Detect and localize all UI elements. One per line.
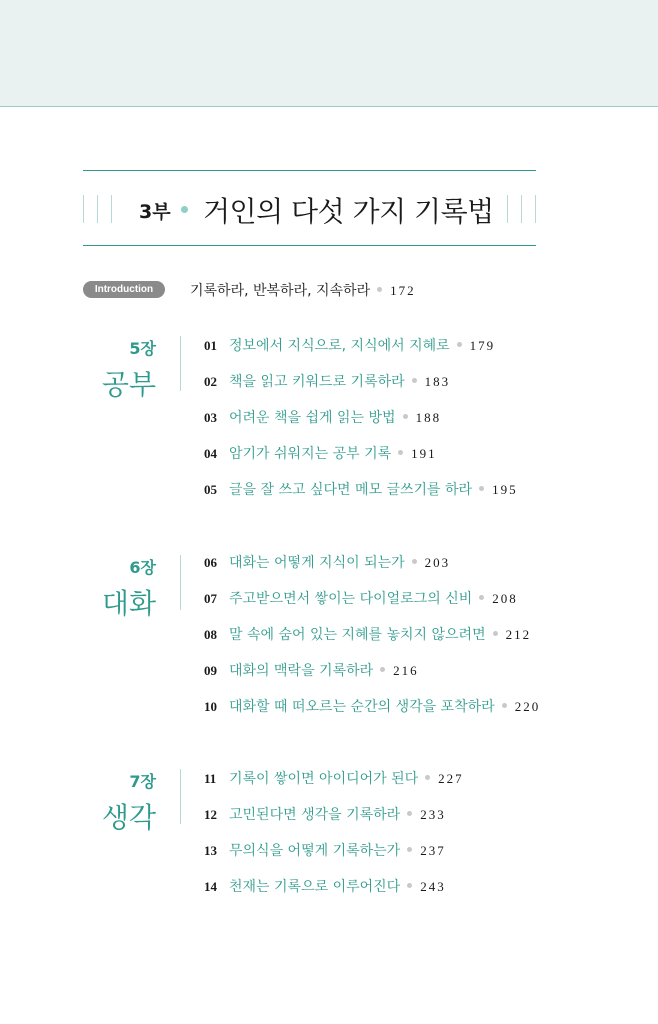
entry-number: 14 [204, 879, 217, 894]
separator-dot-icon [403, 414, 408, 419]
entry-number: 01 [204, 338, 217, 353]
entry-page: 216 [393, 663, 419, 678]
chapter-number: 5장 [129, 339, 156, 358]
part-dot-icon [181, 206, 188, 213]
chapter-divider [180, 336, 181, 391]
toc-entry[interactable] [204, 876, 446, 896]
entry-title: 말 속에 숨어 있는 지혜를 놓치지 않으려면 [229, 627, 486, 643]
chapter-label [102, 555, 156, 622]
entry-number: 02 [204, 374, 217, 389]
entry-title: 정보에서 지식으로, 지식에서 지혜로 [229, 338, 450, 354]
entry-page: 227 [438, 771, 464, 786]
toc-entry[interactable] [204, 660, 419, 680]
entry-title: 대화의 맥락을 기록하라 [229, 663, 374, 679]
entry-number: 12 [204, 807, 217, 822]
toc-entry[interactable] [204, 840, 446, 860]
chapter-name: 대화 [101, 587, 156, 620]
separator-dot-icon [412, 378, 417, 383]
chapter-divider [180, 769, 181, 824]
separator-dot-icon [502, 703, 507, 708]
part-number: 3부 [139, 201, 171, 223]
entry-page: 195 [492, 482, 518, 497]
toc-entry[interactable] [204, 443, 437, 463]
chapter-label [102, 336, 156, 403]
part-header [83, 170, 536, 246]
separator-dot-icon [479, 595, 484, 600]
separator-dot-icon [380, 667, 385, 672]
introduction-badge: Introduction [83, 281, 165, 298]
top-band [0, 0, 658, 107]
entry-page: 212 [505, 627, 532, 642]
entry-title: 대화는 어떻게 지식이 되는가 [229, 555, 405, 571]
entry-number: 11 [204, 771, 217, 786]
entry-number: 04 [204, 446, 217, 461]
entry-title: 고민된다면 생각을 기록하라 [229, 807, 401, 823]
toc-entry[interactable] [204, 768, 464, 788]
entry-title: 어려운 책을 쉽게 읽는 방법 [229, 410, 396, 426]
chapter-name: 생각 [101, 801, 156, 834]
entry-page: 237 [420, 843, 446, 858]
chapter-number: 6장 [129, 558, 156, 577]
entry-number: 03 [204, 410, 217, 425]
entry-title: 주고받으면서 쌓이는 다이얼로그의 신비 [229, 591, 473, 607]
separator-dot-icon [407, 847, 412, 852]
separator-dot-icon [493, 631, 498, 636]
chapter-divider [180, 555, 181, 610]
entry-title: 기록이 쌓이면 아이디어가 된다 [229, 771, 419, 787]
separator-dot-icon [407, 811, 412, 816]
separator-dot-icon [407, 883, 412, 888]
entry-number: 09 [204, 663, 217, 678]
entry-page: 203 [424, 555, 451, 570]
separator-dot-icon [377, 287, 382, 292]
entry-page: 188 [415, 410, 442, 425]
toc-entry[interactable] [204, 588, 518, 608]
chapter-name: 공부 [101, 368, 156, 401]
entry-page: 179 [469, 338, 496, 353]
entry-number: 06 [204, 555, 217, 570]
entry-page: 183 [424, 374, 451, 389]
toc-entry[interactable] [204, 804, 446, 824]
separator-dot-icon [412, 559, 417, 564]
entry-page: 208 [492, 591, 518, 606]
entry-page: 191 [411, 446, 437, 461]
separator-dot-icon [425, 775, 430, 780]
separator-dot-icon [479, 486, 484, 491]
entry-title: 대화할 때 떠오르는 순간의 생각을 포착하라 [229, 699, 495, 715]
separator-dot-icon [398, 450, 403, 455]
entry-title: 글을 잘 쓰고 싶다면 메모 글쓰기를 하라 [229, 482, 473, 498]
introduction-title: 기록하라, 반복하라, 지속하라 [190, 283, 371, 299]
toc-entry[interactable] [204, 479, 518, 499]
separator-dot-icon [457, 342, 462, 347]
toc-entry[interactable] [204, 407, 441, 427]
entry-title: 무의식을 어떻게 기록하는가 [229, 843, 401, 859]
introduction-page: 172 [390, 283, 416, 298]
toc-entry[interactable] [204, 696, 540, 716]
entry-title: 책을 읽고 키워드로 기록하라 [229, 374, 405, 390]
introduction-entry[interactable] [190, 280, 416, 300]
entry-number: 07 [204, 591, 217, 606]
toc-entry[interactable] [204, 552, 450, 572]
chapter-label [102, 769, 156, 836]
entry-number: 05 [204, 482, 217, 497]
toc-entry[interactable] [204, 371, 450, 391]
entry-number: 13 [204, 843, 217, 858]
entry-number: 10 [204, 699, 217, 714]
part-title: 거인의 다섯 가지 기록법 [203, 195, 494, 228]
toc-entry[interactable] [204, 335, 495, 355]
toc-entry[interactable] [204, 624, 531, 644]
entry-number: 08 [204, 627, 217, 642]
entry-page: 220 [514, 699, 541, 714]
entry-title: 천재는 기록으로 이루어진다 [229, 879, 401, 895]
entry-title: 암기가 쉬워지는 공부 기록 [229, 446, 392, 462]
chapter-number: 7장 [129, 772, 156, 791]
entry-page: 233 [420, 807, 446, 822]
entry-page: 243 [420, 879, 446, 894]
